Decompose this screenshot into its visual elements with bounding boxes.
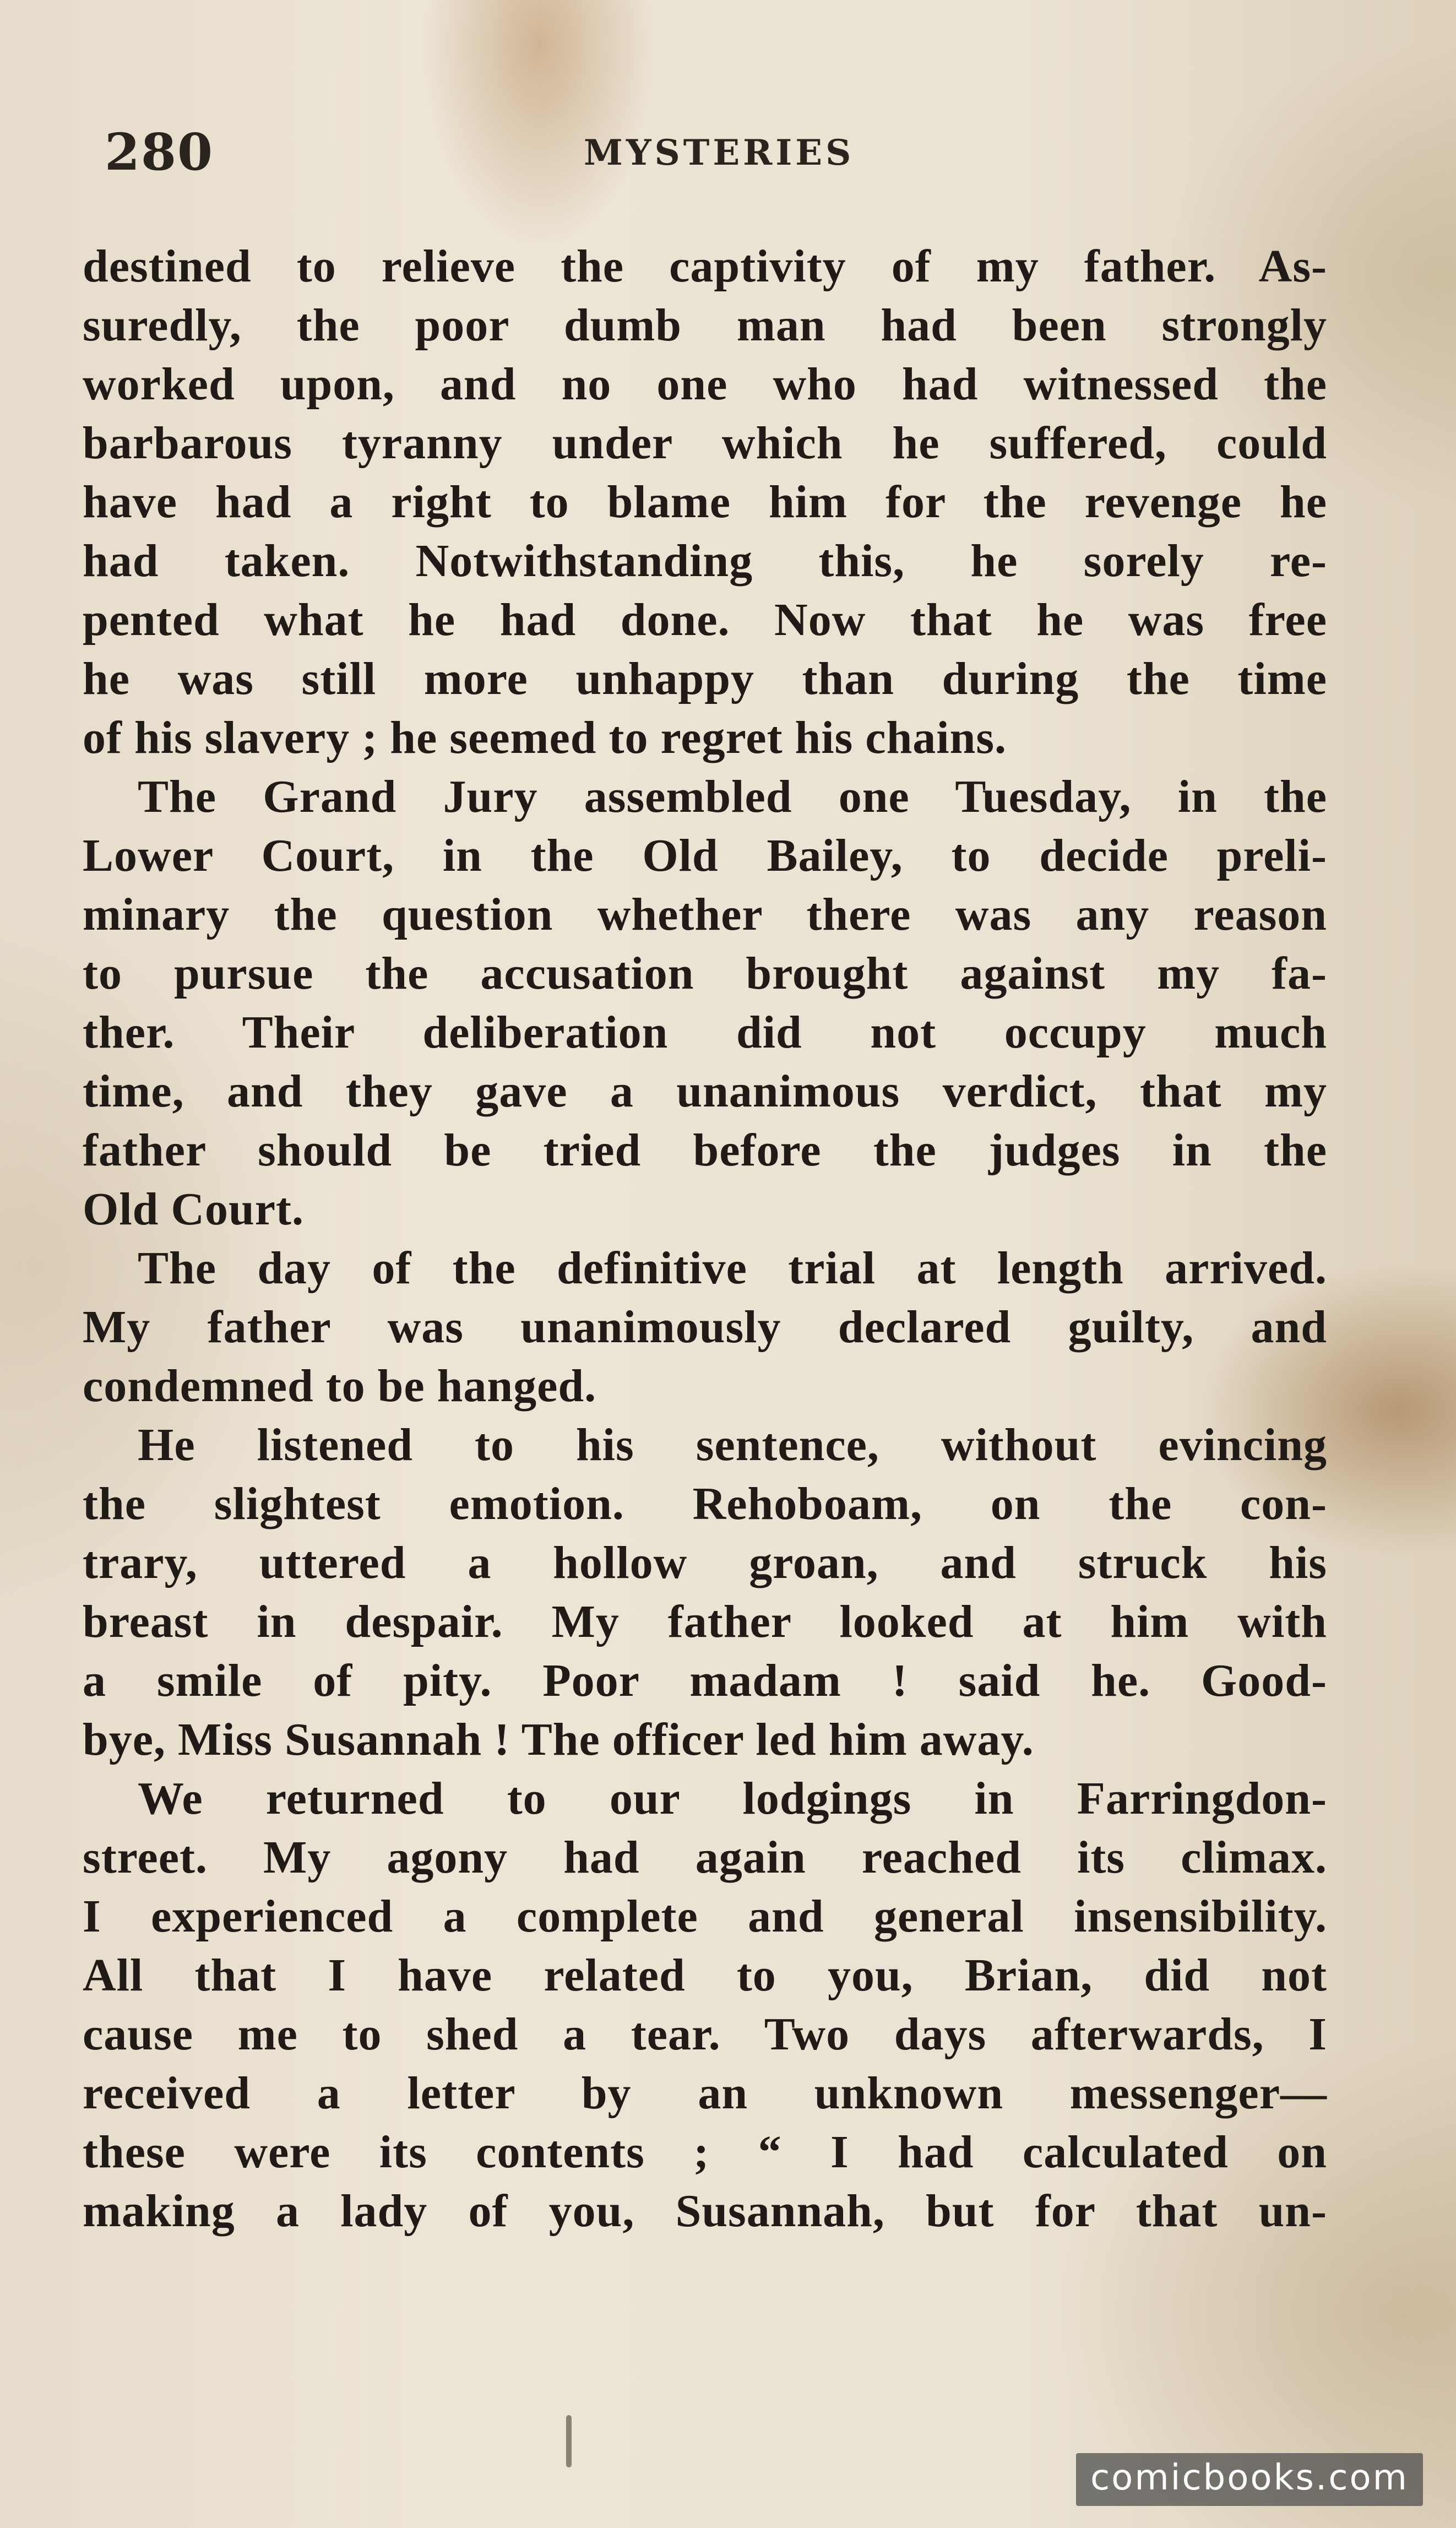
text-line: to pursue the accusation brought against my fa- [83,948,1327,999]
running-head: MYSTERIES [584,132,855,173]
text-line: The Grand Jury assembled one Tuesday, in the [138,771,1327,822]
text-line: worked upon, and no one who had witnessed the [83,359,1327,410]
text-line: Lower Court, in the Old Bailey, to decide preli- [83,830,1327,881]
watermark [1076,2453,1423,2506]
page-number: 280 [105,122,214,182]
text-line: Old Court. [83,1184,305,1235]
text-line: a smile of pity. Poor madam ! said he. Good- [83,1655,1327,1706]
text-line: He listened to his sentence, without evincing [138,1419,1327,1471]
text-line: All that I have related to you, Brian, did not [83,1950,1327,2001]
ink-mark [566,2415,572,2467]
text-line: of his slavery ; he seemed to regret his chains. [83,712,1007,763]
text-line: received a letter by an unknown messenger— [83,2068,1327,2119]
body-text [83,237,1327,2241]
text-line: suredly, the poor dumb man had been strongly [83,300,1327,351]
text-line: have had a right to blame him for the revenge he [83,476,1327,528]
text-line: My father was unanimously declared guilty, and [83,1301,1327,1353]
text-line: these were its contents ; “ I had calculated on [83,2126,1327,2178]
text-line: barbarous tyranny under which he suffered, could [83,417,1327,469]
paragraph [83,1769,1327,2241]
text-line: I experienced a complete and general insensibility. [83,1891,1327,1942]
text-line: time, and they gave a unanimous verdict, that my [83,1066,1327,1117]
text-line: ther. Their deliberation did not occupy much [83,1007,1327,1058]
text-line: destined to relieve the captivity of my father. As- [83,241,1327,292]
text-line: the slightest emotion. Rehoboam, on the con- [83,1478,1327,1529]
paragraph [83,1239,1327,1415]
text-line: We returned to our lodgings in Farringdon- [138,1773,1327,1824]
text-line: bye, Miss Susannah ! The officer led him away. [83,1714,1034,1765]
text-line: had taken. Notwithstanding this, he sorely re- [83,535,1327,587]
text-line: father should be tried before the judges in the [83,1125,1327,1176]
text-line: making a lady of you, Susannah, but for that un- [83,2185,1327,2237]
page-header [105,122,1327,183]
watermark-text: comicbooks.com [1090,2458,1409,2498]
text-line: The day of the definitive trial at length arrived. [138,1243,1327,1294]
text-line: breast in despair. My father looked at him with [83,1596,1327,1647]
paragraph [83,767,1327,1239]
paragraph [83,237,1327,767]
text-line: minary the question whether there was any reason [83,889,1327,940]
text-line: trary, uttered a hollow groan, and struck his [83,1537,1327,1588]
text-line: pented what he had done. Now that he was free [83,594,1327,645]
text-line: condemned to be hanged. [83,1360,597,1412]
text-line: cause me to shed a tear. Two days afterwards, I [83,2009,1327,2060]
text-line: street. My agony had again reached its climax. [83,1832,1327,1883]
text-line: he was still more unhappy than during the time [83,653,1327,704]
paragraph [83,1415,1327,1769]
